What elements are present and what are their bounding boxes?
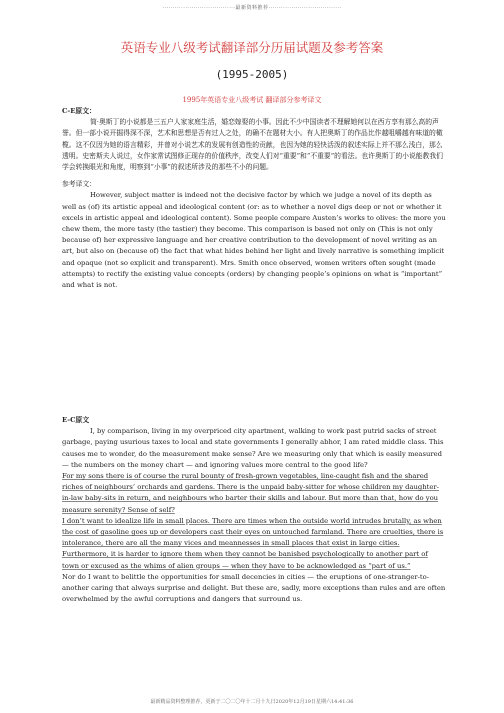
ec-label: E-C原文 [62,416,90,424]
document-title: 英语专业八级考试翻译部分历届试题及参考答案 [120,40,384,55]
ec-paragraph-4: Nor do I want to belittle the opportunities for small decencies in cities — the eruptions of one-stranger-to-another caring that always surprise and delight. But these are, sadly, more exceptions than rules and are often overwhelmed by the awful corruptions and dangers that surround us. [62,572,446,604]
year-range: (1995-2005) [215,68,289,81]
ec-paragraph-3: I don’t want to idealize life in small places. There are times when the outside world intrudes brutally, as when the cost of gasoline goes up or developers cast their eyes on untouched farmland. There are cruelties, there is intolerance, there are all the many vices and meannesses in small places that exist in large cities. Furthermore, it is harder to ignore them when they cannot be banished psychologically to another part of town or excused as the whims of alien groups — when they have to be acknowledged as “part of us.” [62,516,444,570]
ce-label: C-E原文： [62,107,96,115]
ce-source-text: 简·奥斯丁的小说都是三五户人家家庭生活，婚恋嫁娶的小事。因此不少中国读者不理解她何以在西方享有那么高的声誉。但一部小说开掘得深不深，艺术和思想是否有过人之处，的确不在题材大小。有人把奥斯丁的作品比作越咀嚼越有味道的橄榄。这不仅因为她的语言精彩，并曾对小说艺术的发展有创造性的贡献，也因为她的轻快活泼的叙述实际上并不那么浅白，那么透明。史密斯夫人说过，女作家常试图修正现存的价值秩序，改变人们对“重要”和“不重要”的看法。也许奥斯丁的小说能教我们学会转换眼光和角度，明察到“小事”的叙述所涉及的那些不小的问题。 [62,118,443,172]
page-footer: 最新精品资料整理推荐，更新于二〇二〇年十二月十九日2020年12月19日星期六14:41:36 [150,699,354,705]
ec-section [62,415,446,605]
ce-translation: However, subject matter is indeed not the decisive factor by which we judge a novel of its depth as well as (of) its artistic appeal and ideological content (or: as to whether a novel digs deep or not or whether it excels in artistic appeal and ideological content). Some people compare Austen’s works to olives: the more you chew them, the more tasty (the tastier) they become. This comparison is based not only on (This is not only because of) her expressive language and her creative contribution to the development of novel writing as an art, but also on (because of) the fact that what hides behind her light and lively narrative is something implicit and opaque (not so explicit and transparent). Mrs. Smith once observed, women writers often sought (made attempts) to rectify the existing value concepts (orders) by changing people’s opinions on what is “important” and what is not. [62,191,446,290]
ec-paragraph-2: For my sons there is of course the rural bounty of fresh-grown vegetables, line-caught fish and the shared riches of neighbours’ orchards and gardens. There is the unpaid baby-sitter for whose children my daughter-in-law baby-sits in return, and neighbours who barter their skills and labour. But more than that, how do you measure serenity? Sense of self? [62,472,439,514]
reference-label: 参考译文： [62,180,96,189]
ce-section [62,106,446,291]
page-header: ···································最新资料推荐··································· [162,5,342,11]
ec-paragraph-1: I, by comparison, living in my overpriced city apartment, walking to work past putrid sacks of street garbage, paying usurious taxes to local and state governments I generally abhor, I am rated middle class. This causes me to wonder, do the measurement make sense? Are we measuring only that which is easily measured — the numbers on the money chart — and ignoring values more central to the good life? [62,427,444,469]
section-subtitle: 1995年英语专业八级考试 翻译部分参考译文 [182,96,322,104]
